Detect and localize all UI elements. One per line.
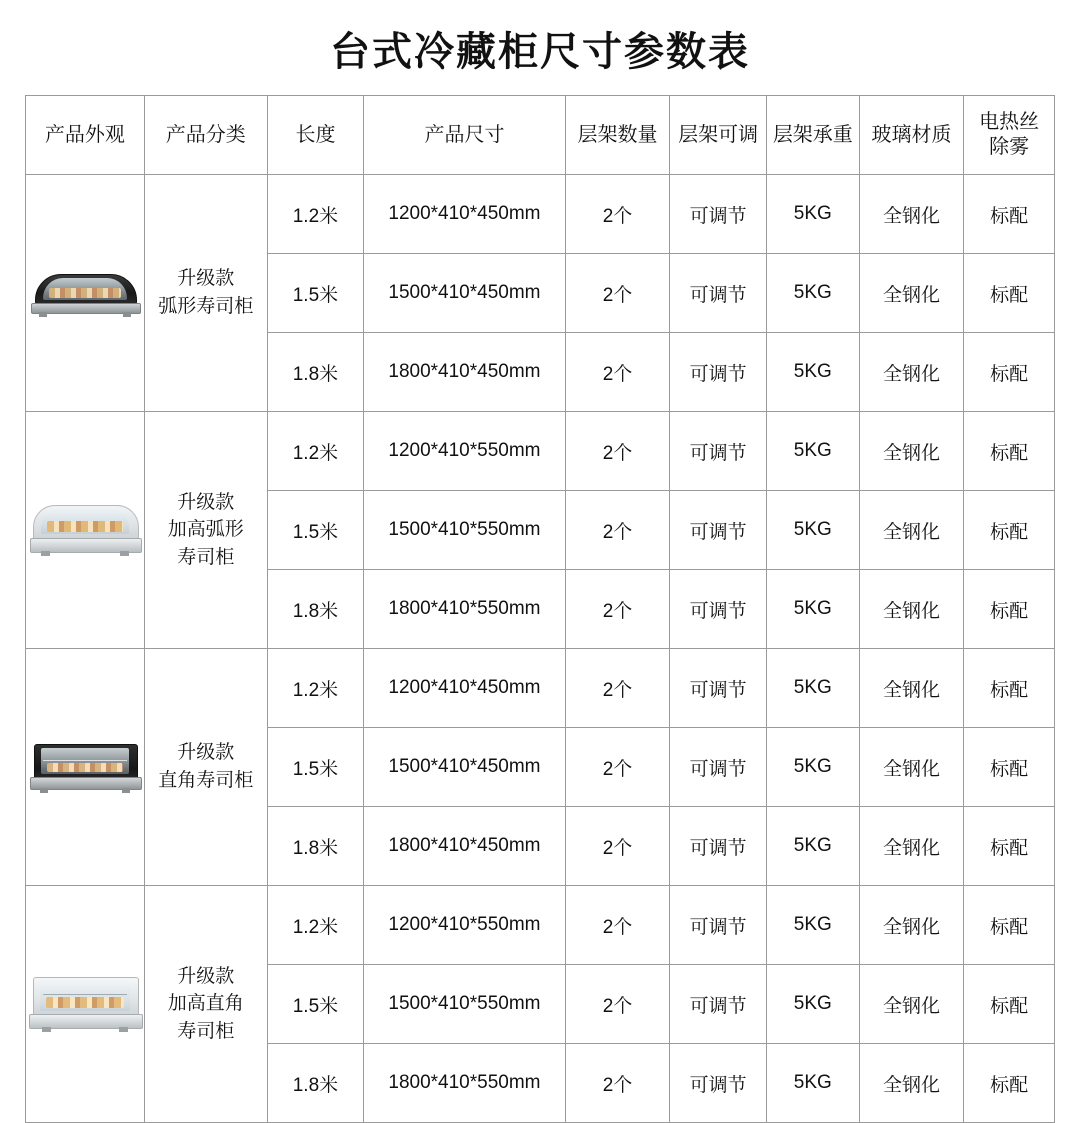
cell-dimensions: 1800*410*550mm xyxy=(364,570,565,649)
column-header-glass-material: 玻璃材质 xyxy=(859,96,964,175)
cell-glass-material: 全钢化 xyxy=(859,254,964,333)
cell-glass-material: 全钢化 xyxy=(859,807,964,886)
cell-glass-material: 全钢化 xyxy=(859,491,964,570)
cell-shelf-adjustable: 可调节 xyxy=(670,1044,767,1123)
cell-length: 1.5米 xyxy=(267,254,364,333)
cell-shelf-adjustable: 可调节 xyxy=(670,886,767,965)
category-line-1: 升级款 xyxy=(177,742,235,764)
table-row xyxy=(26,412,1055,491)
category-line-2: 加高弧形 xyxy=(167,519,244,541)
cell-defog: 标配 xyxy=(964,175,1055,254)
cell-length: 1.8米 xyxy=(267,807,364,886)
cell-length: 1.2米 xyxy=(267,175,364,254)
cell-defog: 标配 xyxy=(964,728,1055,807)
heat-header-line-2: 除雾 xyxy=(989,136,1030,158)
cell-defog: 标配 xyxy=(964,807,1055,886)
cell-shelf-load: 5KG xyxy=(767,175,860,254)
cell-dimensions: 1200*410*550mm xyxy=(364,886,565,965)
category-line-1: 升级款 xyxy=(177,965,235,987)
curved-white-tall-sushi-case-image xyxy=(29,487,141,573)
cell-glass-material: 全钢化 xyxy=(859,649,964,728)
cell-shelf-count: 2个 xyxy=(565,1044,670,1123)
cell-shelf-count: 2个 xyxy=(565,965,670,1044)
table-body xyxy=(26,175,1055,1123)
cell-length: 1.8米 xyxy=(267,333,364,412)
cell-shelf-load: 5KG xyxy=(767,412,860,491)
cell-defog: 标配 xyxy=(964,649,1055,728)
table-header xyxy=(26,96,1055,175)
category-line-2: 加高直角 xyxy=(167,993,244,1015)
cell-glass-material: 全钢化 xyxy=(859,886,964,965)
cell-glass-material: 全钢化 xyxy=(859,965,964,1044)
cell-length: 1.2米 xyxy=(267,649,364,728)
column-header-dimensions: 产品尺寸 xyxy=(364,96,565,175)
cell-glass-material: 全钢化 xyxy=(859,333,964,412)
cell-shelf-count: 2个 xyxy=(565,254,670,333)
page-title: 台式冷藏柜尺寸参数表 xyxy=(330,30,750,74)
cell-shelf-adjustable: 可调节 xyxy=(670,491,767,570)
cell-shelf-load: 5KG xyxy=(767,728,860,807)
table-row xyxy=(26,175,1055,254)
cell-shelf-adjustable: 可调节 xyxy=(670,333,767,412)
product-image-cell-4 xyxy=(26,886,145,1123)
cell-defog: 标配 xyxy=(964,333,1055,412)
cell-length: 1.5米 xyxy=(267,491,364,570)
cell-shelf-count: 2个 xyxy=(565,570,670,649)
cell-shelf-load: 5KG xyxy=(767,491,860,570)
cell-shelf-adjustable: 可调节 xyxy=(670,175,767,254)
cell-defog: 标配 xyxy=(964,412,1055,491)
cell-shelf-count: 2个 xyxy=(565,491,670,570)
table-row xyxy=(26,886,1055,965)
cell-glass-material: 全钢化 xyxy=(859,728,964,807)
cell-dimensions: 1500*410*550mm xyxy=(364,965,565,1044)
cell-length: 1.8米 xyxy=(267,1044,364,1123)
cell-dimensions: 1200*410*550mm xyxy=(364,412,565,491)
cell-shelf-load: 5KG xyxy=(767,254,860,333)
cell-shelf-count: 2个 xyxy=(565,807,670,886)
cell-length: 1.2米 xyxy=(267,412,364,491)
category-line-2: 弧形寿司柜 xyxy=(158,296,254,317)
curved-black-sushi-case-image xyxy=(29,250,141,336)
cell-glass-material: 全钢化 xyxy=(859,412,964,491)
cell-shelf-adjustable: 可调节 xyxy=(670,807,767,886)
cell-length: 1.5米 xyxy=(267,965,364,1044)
cell-shelf-adjustable: 可调节 xyxy=(670,649,767,728)
cell-shelf-load: 5KG xyxy=(767,333,860,412)
category-line-3: 寿司柜 xyxy=(177,546,235,568)
product-category-cell-4 xyxy=(144,886,267,1123)
product-category-cell-3 xyxy=(144,649,267,886)
cell-shelf-adjustable: 可调节 xyxy=(670,728,767,807)
cell-dimensions: 1500*410*550mm xyxy=(364,491,565,570)
cell-shelf-adjustable: 可调节 xyxy=(670,965,767,1044)
cell-dimensions: 1500*410*450mm xyxy=(364,254,565,333)
cell-dimensions: 1800*410*450mm xyxy=(364,333,565,412)
cell-defog: 标配 xyxy=(964,886,1055,965)
product-image-cell-1 xyxy=(26,175,145,412)
product-category-cell-1 xyxy=(144,175,267,412)
specification-table xyxy=(25,95,1055,1123)
cell-defog: 标配 xyxy=(964,491,1055,570)
cell-defog: 标配 xyxy=(964,254,1055,333)
column-header-shelf-count: 层架数量 xyxy=(565,96,670,175)
product-image-cell-3 xyxy=(26,649,145,886)
cell-shelf-load: 5KG xyxy=(767,807,860,886)
table-row xyxy=(26,649,1055,728)
cell-dimensions: 1200*410*450mm xyxy=(364,175,565,254)
column-header-category: 产品分类 xyxy=(144,96,267,175)
cell-glass-material: 全钢化 xyxy=(859,570,964,649)
cell-shelf-adjustable: 可调节 xyxy=(670,412,767,491)
square-black-sushi-case-image xyxy=(29,724,141,810)
cell-shelf-adjustable: 可调节 xyxy=(670,254,767,333)
heat-header-line-1: 电热丝 xyxy=(979,111,1040,133)
cell-shelf-count: 2个 xyxy=(565,649,670,728)
cell-shelf-adjustable: 可调节 xyxy=(670,570,767,649)
category-line-1: 升级款 xyxy=(177,268,235,290)
cell-dimensions: 1800*410*550mm xyxy=(364,1044,565,1123)
cell-length: 1.2米 xyxy=(267,886,364,965)
cell-dimensions: 1500*410*450mm xyxy=(364,728,565,807)
cell-shelf-count: 2个 xyxy=(565,728,670,807)
cell-shelf-count: 2个 xyxy=(565,412,670,491)
category-line-1: 升级款 xyxy=(177,491,235,513)
column-header-shelf-load: 层架承重 xyxy=(767,96,860,175)
product-image-cell-2 xyxy=(26,412,145,649)
cell-shelf-load: 5KG xyxy=(767,886,860,965)
cell-length: 1.5米 xyxy=(267,728,364,807)
cell-shelf-load: 5KG xyxy=(767,1044,860,1123)
cell-shelf-load: 5KG xyxy=(767,649,860,728)
column-header-appearance: 产品外观 xyxy=(26,96,145,175)
cell-length: 1.8米 xyxy=(267,570,364,649)
cell-shelf-count: 2个 xyxy=(565,175,670,254)
cell-defog: 标配 xyxy=(964,965,1055,1044)
cell-glass-material: 全钢化 xyxy=(859,1044,964,1123)
cell-shelf-load: 5KG xyxy=(767,570,860,649)
column-header-length: 长度 xyxy=(267,96,364,175)
category-line-3: 寿司柜 xyxy=(177,1020,235,1042)
cell-dimensions: 1800*410*450mm xyxy=(364,807,565,886)
cell-shelf-count: 2个 xyxy=(565,886,670,965)
table-header-row xyxy=(26,96,1055,175)
cell-dimensions: 1200*410*450mm xyxy=(364,649,565,728)
cell-glass-material: 全钢化 xyxy=(859,175,964,254)
column-header-shelf-adjustable: 层架可调 xyxy=(670,96,767,175)
product-category-cell-2 xyxy=(144,412,267,649)
cell-defog: 标配 xyxy=(964,570,1055,649)
category-line-2: 直角寿司柜 xyxy=(158,770,254,791)
cell-defog: 标配 xyxy=(964,1044,1055,1123)
cell-shelf-load: 5KG xyxy=(767,965,860,1044)
cell-shelf-count: 2个 xyxy=(565,333,670,412)
square-white-tall-sushi-case-image xyxy=(29,961,141,1047)
column-header-heating-wire-defog xyxy=(964,96,1055,175)
